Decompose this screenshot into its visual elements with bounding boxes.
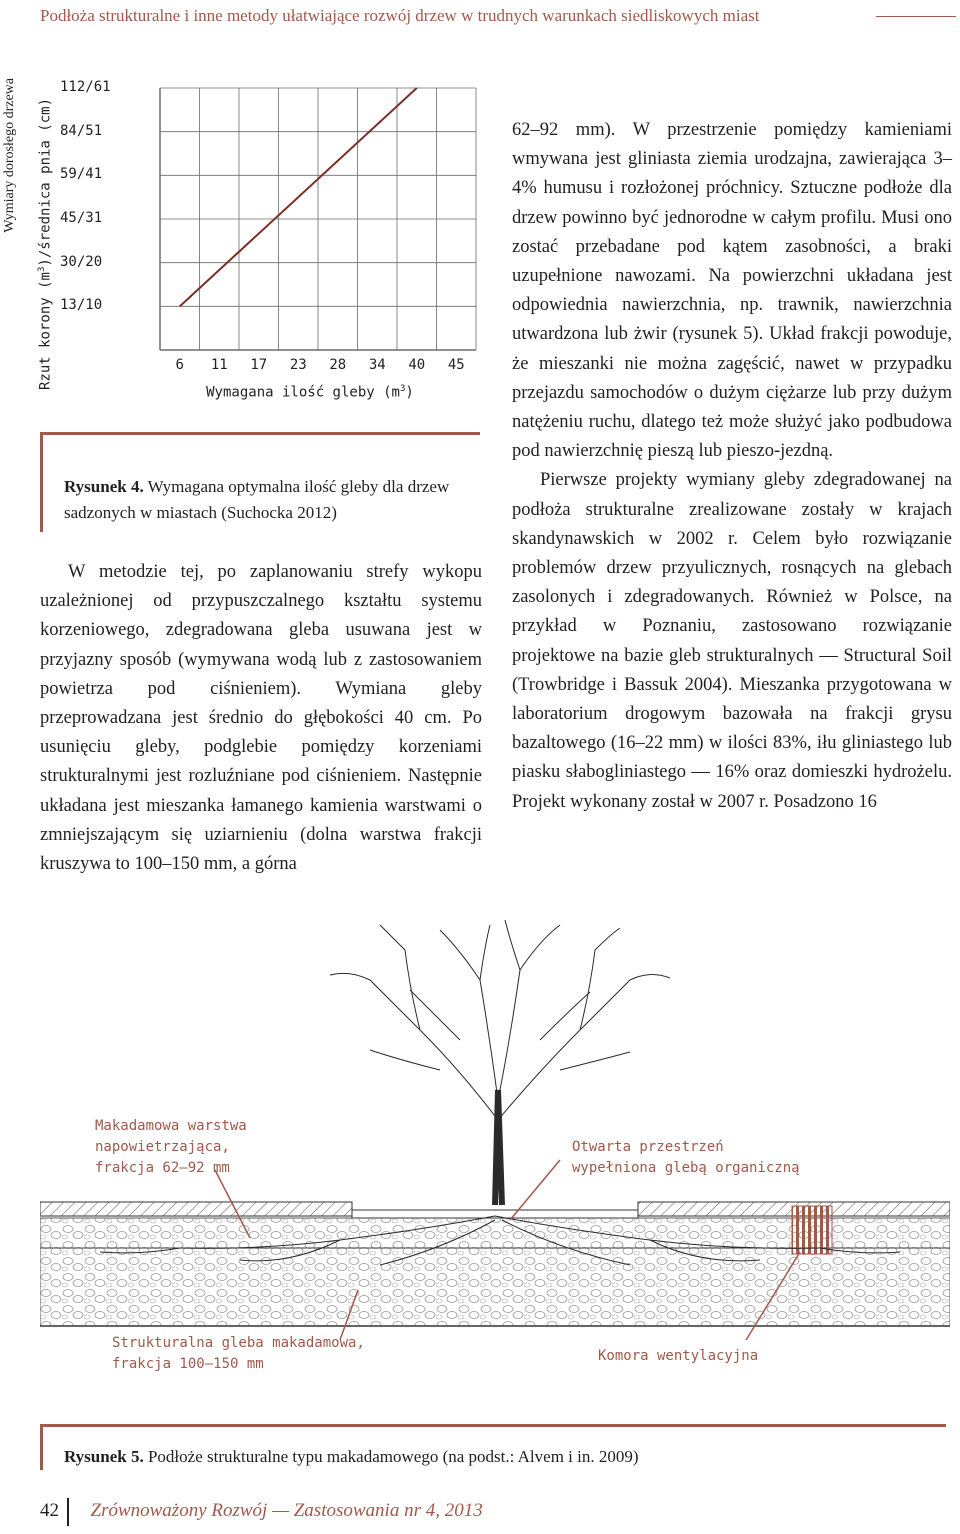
figure5-caption (64, 1444, 934, 1470)
figure5-caption-label: Rysunek 5. (64, 1447, 144, 1466)
body-paragraph: W metodzie tej, po zaplanowaniu strefy wykopu uzależnionej od przypuszczalnego kształtu systemu korzeniowego, zdegradowana gleba usuwana jest w przyjazny sposób (wymywana wodą lub z zastosowaniem powietrza pod ciśnieniem). Wymiana gleby przeprowadzana jest średnio do głębokości 40 cm. Po usunięciu gleby, podglebie pomiędzy korzeniami strukturalnymi jest rozluźniane pod ciśnieniem. Następnie układana jest mieszanka łamanego kamienia warstwami o zmniejszającym się uziarnieniu (dolna warstwa frakcji kruszywa to 100–150 mm, a górna (40, 562, 482, 875)
label-structural-soil: Strukturalna gleba makadamowa, frakcja 100–150 mm (112, 1335, 365, 1372)
x-tick-label: 17 (250, 357, 268, 373)
footer (40, 1500, 483, 1522)
journal-name: Zrównoważony Rozwój — Zastosowania nr 4, 2013 (90, 1500, 483, 1521)
label-ventilation-chamber: Komora wentylacyjna (598, 1348, 759, 1364)
y-tick-label: 13/10 (60, 297, 103, 314)
chart-plot (150, 78, 480, 360)
figure4-caption-text: Wymagana optymalna ilość gleby dla drzew sadzonych w miastach (Suchocka 2012) (64, 477, 450, 522)
y-tick-label: 59/41 (60, 166, 103, 183)
open-soil-surface (352, 1210, 638, 1218)
body-paragraph: Pierwsze projekty wymiany gleby zdegradowanej na podłoża strukturalne zrealizowane zostały w krajach skandynawskich w 2002 r. Celem było rozwiązanie problemów drzew przyulicznych, rosnących na glebach zasolonych i zdegradowanych. Również w Polsce, na przykład w Poznaniu, zastosowano rozwiązanie projektowe na bazie gleb strukturalnych — Structural Soil (Trowbridge i Bassuk 2004). Mieszanka przygotowana w laboratorium drogowym bazowała na frakcji grysu bazaltowego (16–22 mm) w ilości 83%, iłu gliniastego lub piasku słabogliniastego — 16% oraz domieszki hydrożelu. Projekt wykonany został w 2007 r. Posadzono 16 (512, 470, 952, 812)
ventilation-chamber (792, 1206, 832, 1254)
body-column-left (40, 558, 482, 879)
page-number: 42 (40, 1500, 59, 1521)
y-tick-label: 112/61 (60, 79, 111, 95)
figure5-rule (40, 1424, 946, 1427)
x-tick-label: 28 (329, 357, 347, 373)
figure4-vrule (40, 432, 43, 532)
header-rule (876, 16, 956, 17)
pavement-left (40, 1202, 352, 1216)
chart-grid (160, 88, 476, 350)
x-tick-label: 6 (175, 357, 184, 373)
series-line-0 (180, 88, 417, 306)
x-axis-label: Wymagana ilość gleby $(m^3)$ (206, 384, 414, 401)
y-tick-label: 45/31 (60, 210, 103, 226)
structural-soil-layer (40, 1248, 950, 1326)
figure5-vrule (40, 1424, 43, 1470)
y-tick-label: 84/51 (60, 122, 103, 139)
y-tick-label: 30/20 (60, 253, 103, 270)
x-tick-label: 11 (210, 357, 228, 373)
running-header: Podłoża strukturalne i inne metody ułatwiające rozwój drzew w trudnych warunkach siedliskowych miast (40, 6, 760, 25)
x-tick-label: 40 (408, 357, 426, 373)
figure5-caption-text: Podłoże strukturalne typu makadamowego (na podst.: Alvem i in. 2009) (143, 1447, 639, 1466)
leader-line (510, 1160, 560, 1220)
figure4-caption (64, 474, 484, 526)
y-inner-label: Rzut korony $(m^3)$/średnica pnia (cm) (37, 98, 54, 391)
x-tick-label: 45 (447, 357, 465, 373)
figure4-rule (40, 432, 480, 435)
label-aeration-layer: Makadamowa warstwa napowietrzająca, frakcja 62–92 mm (95, 1118, 247, 1176)
label-open-space: Otwarta przestrzeń wypełniona glebą organiczną (572, 1139, 800, 1176)
footer-divider (67, 1498, 69, 1526)
body-paragraph: 62–92 mm). W przestrzenie pomiędzy kamieniami wmywana jest gliniasta ziemia urodzajna, zawierająca 3–4% humusu i rozłożonej próchnicy. Sztuczne podłoże dla drzew powinno być jednorodne w całym profilu. Musi ono zostać przebadane pod kątem zasobności, a braki uzupełnione nawozami. Na powierzchni układana jest odpowiednia nawierzchnia, np. trawnik, nawierzchnia utwardzona lub żwir (rysunek 5). Układ frakcji powoduje, że mieszanki nie można zagęścić, nawet w przypadku przejazdu samochodów o dużym ciężarze lub przy dużym natężeniu ruchu, dlatego też może służyć jako podbudowa pod nawierzchnię pieszą lub pieszo-jezdną. (512, 120, 952, 462)
y-outer-label: Wymiary dorosłego drzewa (2, 78, 17, 233)
figure4-caption-label: Rysunek 4. (64, 477, 144, 496)
x-tick-label: 23 (289, 357, 307, 373)
body-column-right (512, 116, 952, 817)
x-tick-label: 34 (368, 357, 386, 373)
